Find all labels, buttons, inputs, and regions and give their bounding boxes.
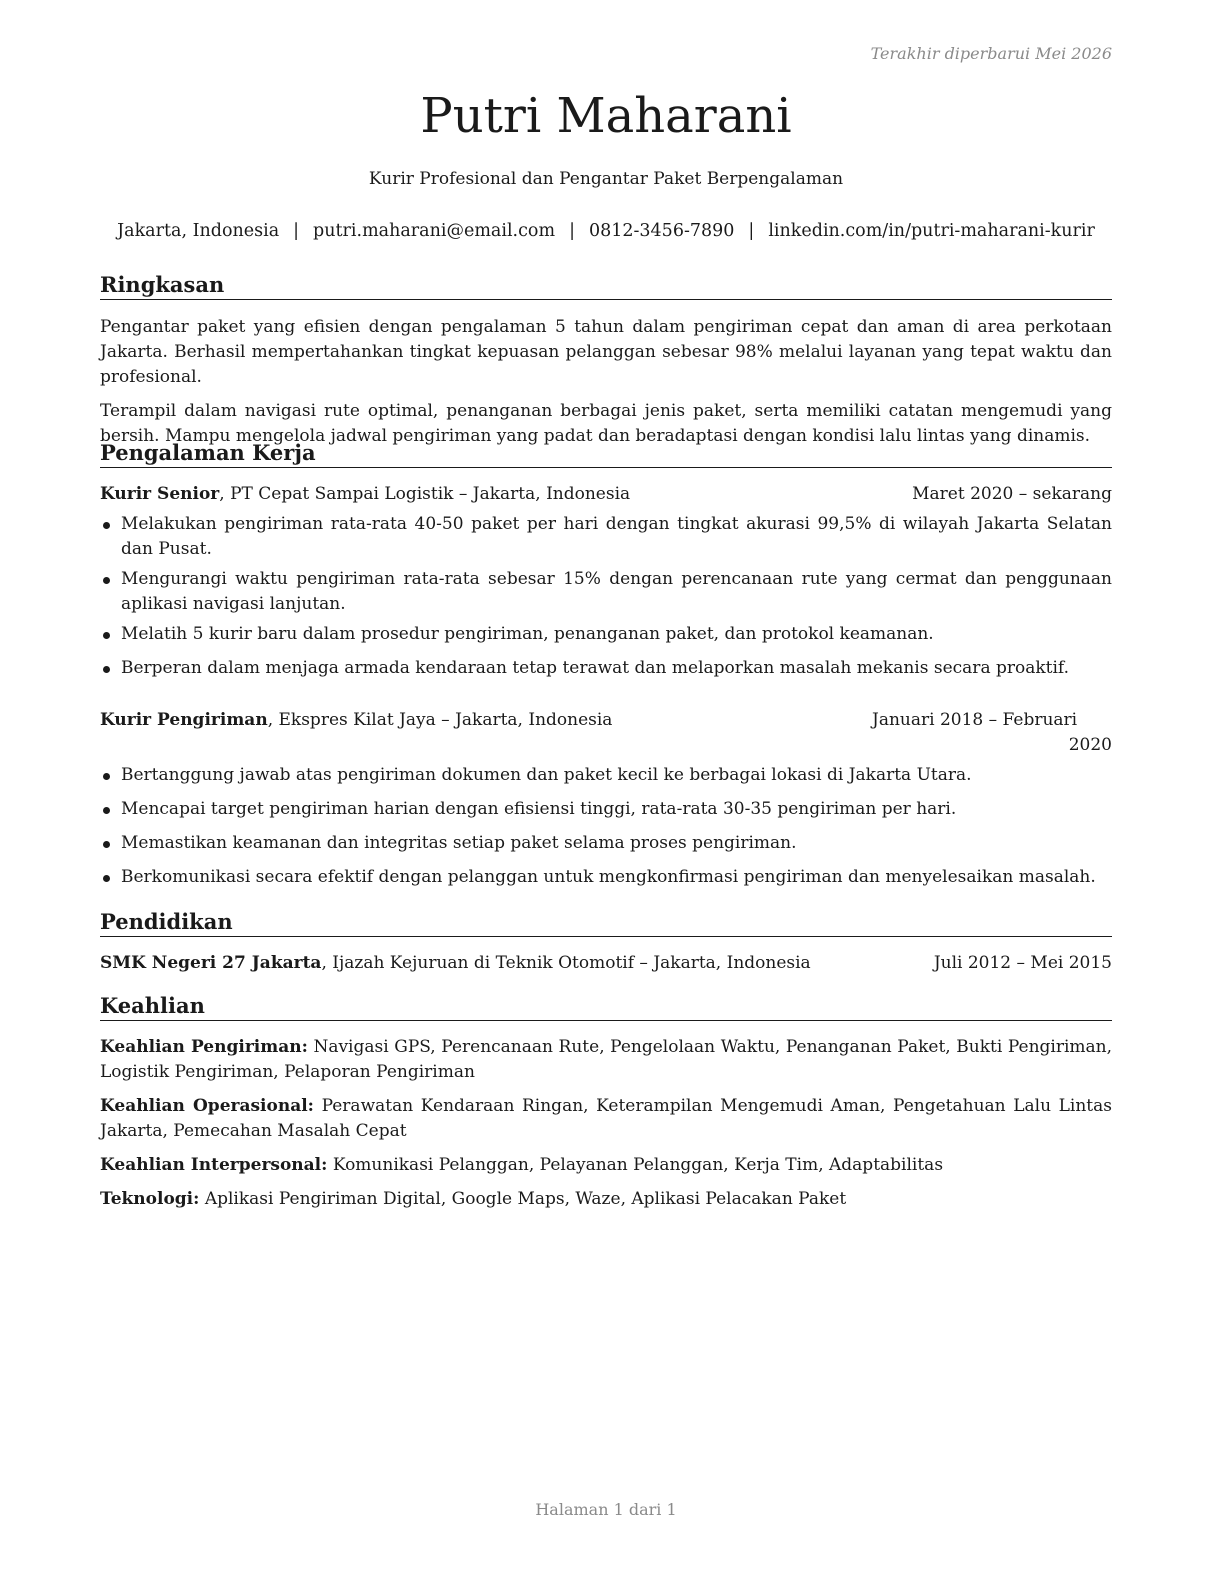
bullet-text: Berperan dalam menjaga armada kendaraan tetap terawat dan melaporkan masalah mekanis secara proaktif.	[121, 658, 1070, 678]
job-dates: Maret 2020 – sekarang	[912, 484, 1112, 504]
skill-line	[100, 1153, 1112, 1178]
page-footer: Halaman 1 dari 1	[535, 1500, 677, 1519]
skill-line	[100, 1187, 1112, 1212]
list-item	[100, 831, 1112, 856]
job-title-line	[100, 708, 612, 733]
list-item	[100, 797, 1112, 822]
skill-value: Perawatan Kendaraan Ringan, Keterampilan Mengemudi Aman, Pengetahuan Lalu Lintas Jakarta, Pemecahan Masalah Cepat	[100, 1096, 1112, 1141]
contact-separator: |	[748, 221, 755, 241]
section-title-summary: Ringkasan	[100, 271, 1112, 300]
list-item	[100, 656, 1112, 681]
job-dates	[872, 708, 1112, 758]
summary-section	[100, 315, 1112, 449]
candidate-headline: Kurir Profesional dan Pengantar Paket Berpengalaman	[368, 169, 844, 189]
job-dates-line	[872, 708, 1112, 733]
job-bullets	[100, 512, 1112, 681]
bullet-icon	[103, 666, 110, 673]
contact-separator: |	[293, 221, 300, 241]
bullet-text: Mengurangi waktu pengiriman rata-rata sebesar 15% dengan perencanaan rute yang cermat dan penggunaan aplikasi navigasi lanjutan.	[121, 569, 1112, 614]
list-item	[100, 622, 1112, 647]
skill-value: Navigasi GPS, Perencanaan Rute, Pengelolaan Waktu, Penanganan Paket, Bukti Pengiriman, Logistik Pengiriman, Pelaporan Pengiriman	[100, 1037, 1113, 1082]
bullet-icon	[103, 577, 110, 584]
list-item	[100, 763, 1112, 788]
experience-job	[100, 708, 1112, 890]
section-title-skills: Keahlian	[100, 992, 1112, 1021]
list-item	[100, 512, 1112, 562]
bullet-icon	[103, 632, 110, 639]
summary-paragraph: Pengantar paket yang efisien dengan pengalaman 5 tahun dalam pengiriman cepat dan aman di area perkotaan Jakarta. Berhasil mempertahankan tingkat kepuasan pelanggan sebesar 98% melalui layanan yang tepat waktu dan profesional.	[100, 317, 1112, 387]
bullet-icon	[103, 773, 110, 780]
contact-location: Jakarta, Indonesia	[117, 221, 280, 241]
bullet-icon	[103, 875, 110, 882]
list-item	[100, 865, 1112, 890]
education-detail: , Ijazah Kejuruan di Teknik Otomotif – Jakarta, Indonesia	[321, 953, 811, 973]
contact-separator: |	[569, 221, 575, 241]
skill-label: Keahlian Operasional:	[100, 1096, 314, 1116]
skill-line	[100, 1035, 1112, 1085]
bullet-text: Berkomunikasi secara efektif dengan pelanggan untuk mengkonfirmasi pengiriman dan menyelesaikan masalah.	[121, 867, 1096, 887]
bullet-text: Melatih 5 kurir baru dalam prosedur pengiriman, penanganan paket, dan protokol keamanan.	[121, 624, 934, 644]
bullet-text: Mencapai target pengiriman harian dengan efisiensi tinggi, rata-rata 30-35 pengiriman per hari.	[121, 799, 957, 819]
education-line	[100, 951, 811, 976]
skill-label: Keahlian Pengiriman:	[100, 1037, 308, 1057]
bullet-icon	[103, 807, 110, 814]
bullet-icon	[103, 841, 110, 848]
job-dates-line: 2020	[1068, 735, 1112, 755]
list-item	[100, 567, 1112, 617]
job-dates-text: Januari 2018 – Februari	[872, 710, 1078, 730]
experience-job	[100, 482, 1112, 681]
job-company: , PT Cepat Sampai Logistik – Jakarta, Indonesia	[219, 484, 631, 504]
bullet-text: Melakukan pengiriman rata-rata 40-50 paket per hari dengan tingkat akurasi 99,5% di wilayah Jakarta Selatan dan Pusat.	[121, 514, 1112, 559]
contact-email[interactable]: putri.maharani@email.com	[313, 221, 556, 241]
contact-linkedin[interactable]: linkedin.com/in/putri-maharani-kurir	[768, 221, 1095, 241]
section-title-experience: Pengalaman Kerja	[100, 439, 1112, 468]
bullet-icon	[103, 522, 110, 529]
contact-line	[80, 219, 1132, 243]
job-role: Kurir Pengiriman	[100, 710, 268, 730]
education-dates: Juli 2012 – Mei 2015	[933, 953, 1112, 973]
skill-label: Keahlian Interpersonal:	[100, 1155, 328, 1175]
bullet-text: Bertanggung jawab atas pengiriman dokumen dan paket kecil ke berbagai lokasi di Jakarta Utara.	[121, 765, 972, 785]
bullet-text: Memastikan keamanan dan integritas setiap paket selama proses pengiriman.	[121, 833, 797, 853]
last-updated-note: Terakhir diperbarui Mei 2026	[870, 44, 1112, 63]
contact-phone[interactable]: 0812-3456-7890	[588, 221, 735, 241]
education-entry	[100, 951, 1112, 976]
job-title-line	[100, 482, 630, 507]
skills-section	[100, 1035, 1112, 1212]
job-company: , Ekspres Kilat Jaya – Jakarta, Indonesia	[267, 710, 613, 730]
job-header	[100, 482, 1112, 507]
skill-label: Teknologi:	[100, 1189, 200, 1209]
education-school: SMK Negeri 27 Jakarta	[100, 953, 322, 973]
section-title-education: Pendidikan	[100, 908, 1112, 937]
job-role: Kurir Senior	[100, 484, 220, 504]
skill-line	[100, 1094, 1112, 1144]
job-bullets	[100, 763, 1112, 890]
candidate-name: Putri Maharani	[420, 88, 792, 144]
skill-value: Komunikasi Pelanggan, Pelayanan Pelanggan, Kerja Tim, Adaptabilitas	[327, 1155, 944, 1175]
resume-page	[100, 0, 1112, 1584]
job-header	[100, 708, 1112, 758]
summary-paragraph: Terampil dalam navigasi rute optimal, penanganan berbagai jenis paket, serta memiliki catatan mengemudi yang bersih. Mampu mengelola jadwal pengiriman yang padat dan beradaptasi dengan kondisi lalu lintas yang dinamis.	[100, 401, 1112, 446]
education-header	[100, 951, 1112, 976]
skill-value: Aplikasi Pengiriman Digital, Google Maps, Waze, Aplikasi Pelacakan Paket	[199, 1189, 847, 1209]
